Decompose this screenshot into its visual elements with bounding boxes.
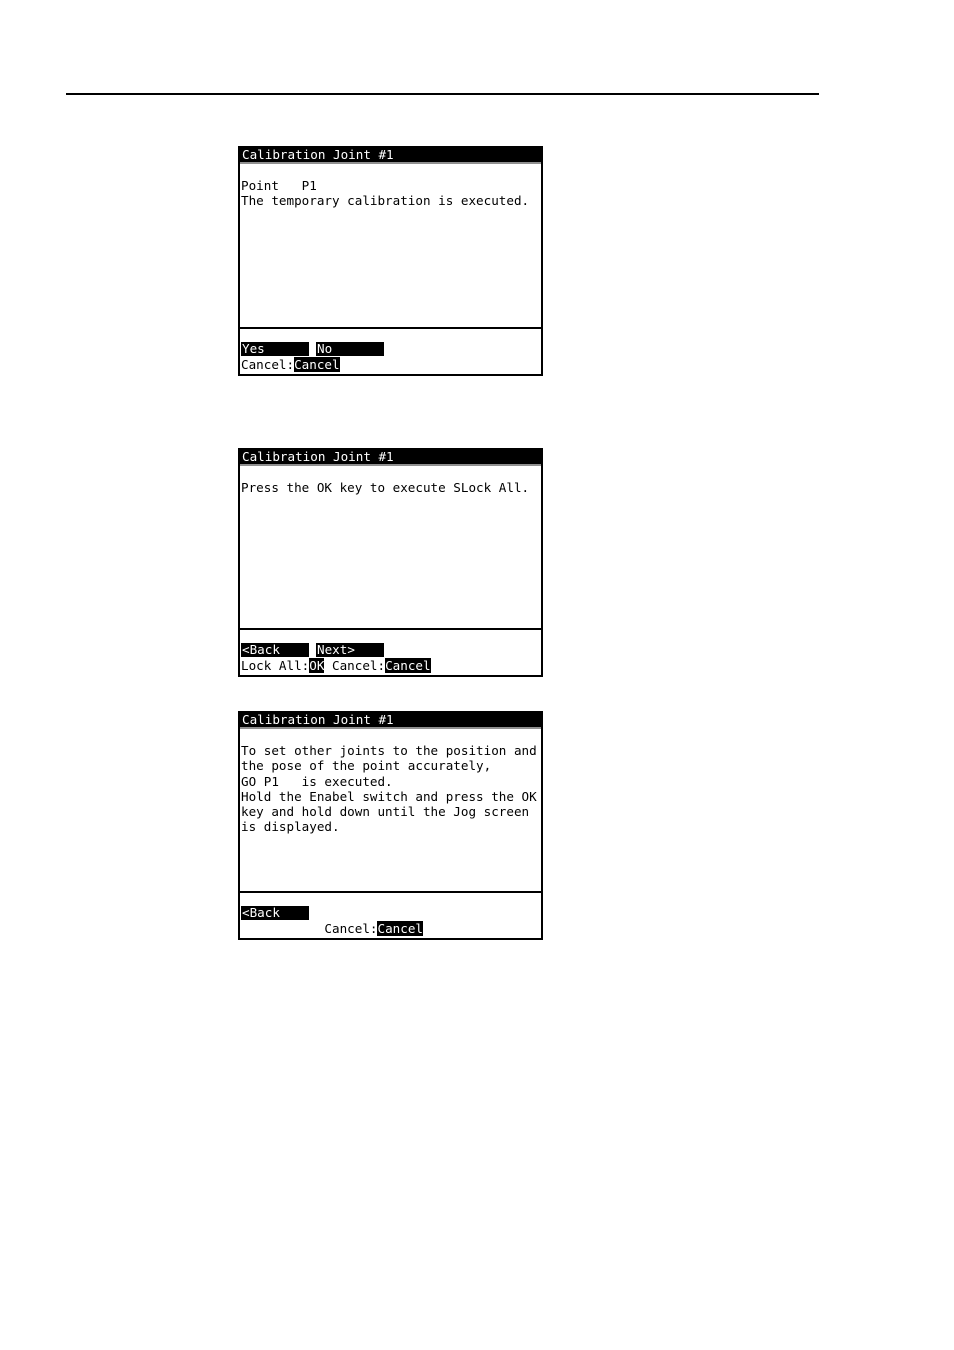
softkey-row xyxy=(241,342,540,356)
body-line: Point P1 xyxy=(241,178,317,193)
dialog-title: Calibration Joint #1 xyxy=(240,450,541,464)
back-button[interactable]: <Back xyxy=(241,643,309,657)
status-row xyxy=(241,658,540,673)
cancel-key-label: Cancel: xyxy=(241,921,378,936)
page-header-rule xyxy=(66,93,819,95)
dialog-body xyxy=(240,729,541,891)
body-line: the pose of the point accurately, xyxy=(241,758,492,774)
next-button[interactable]: Next> xyxy=(316,643,384,657)
dialog-body xyxy=(240,164,541,327)
softkey-row xyxy=(241,643,540,657)
cancel-key-label: Cancel: xyxy=(324,658,386,673)
calibration-dialog-step1 xyxy=(238,146,543,376)
dialog-footer xyxy=(240,628,541,675)
status-row xyxy=(241,921,540,936)
lock-all-key-label: Lock All: xyxy=(241,658,310,673)
body-line: GO P1 is executed. xyxy=(241,773,393,789)
body-line: To set other joints to the position and xyxy=(241,743,537,758)
yes-button[interactable]: Yes xyxy=(241,342,309,356)
calibration-dialog-step3 xyxy=(238,711,543,940)
dialog-title: Calibration Joint #1 xyxy=(240,148,541,162)
softkey-row xyxy=(241,906,540,920)
dialog-footer xyxy=(240,891,541,938)
cancel-key-label: Cancel: xyxy=(241,357,295,372)
body-line: key and hold down until the Jog screen xyxy=(241,804,530,820)
dialog-title: Calibration Joint #1 xyxy=(240,713,541,727)
cancel-button[interactable]: Cancel xyxy=(294,357,340,372)
body-line: The temporary calibration is executed. xyxy=(241,193,530,209)
calibration-dialog-step2 xyxy=(238,448,543,677)
ok-button[interactable]: OK xyxy=(309,658,325,673)
body-line: is displayed. xyxy=(241,819,340,835)
dialog-footer xyxy=(240,327,541,374)
no-button[interactable]: No xyxy=(316,342,384,356)
back-button[interactable]: <Back xyxy=(241,906,309,920)
status-row xyxy=(241,357,540,372)
cancel-button[interactable]: Cancel xyxy=(385,658,431,673)
cancel-button[interactable]: Cancel xyxy=(377,921,423,936)
body-line: Hold the Enabel switch and press the OK xyxy=(241,788,537,804)
dialog-body xyxy=(240,466,541,628)
body-line: Press the OK key to execute SLock All. xyxy=(241,480,530,495)
